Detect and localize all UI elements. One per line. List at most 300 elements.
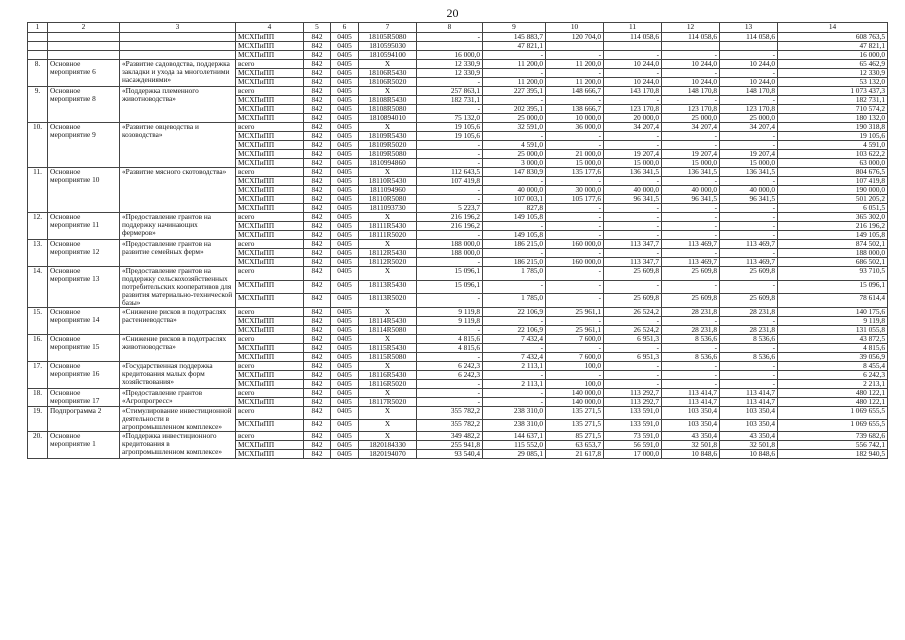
grbs-code-cell: 842 <box>304 60 331 69</box>
year-2024-cell: 43 350,4 <box>720 432 778 441</box>
section-code-cell: 0405 <box>331 231 359 240</box>
measure-name-cell: Основное мероприятие 14 <box>48 308 120 335</box>
header-cell: 12 <box>662 23 720 33</box>
executor-cell: МСХПиПП <box>236 371 304 380</box>
year-2023-cell: 148 170,8 <box>662 87 720 96</box>
year-2023-cell <box>662 42 720 51</box>
year-2019-cell: - <box>417 294 483 308</box>
section-code-cell: 0405 <box>331 123 359 132</box>
year-2020-cell: 25 000,0 <box>483 114 546 123</box>
year-2019-cell: 4 815,6 <box>417 335 483 344</box>
total-cell: 1 073 437,3 <box>778 87 888 96</box>
target-article-cell: 18116R5430 <box>359 371 417 380</box>
grbs-code-cell: 842 <box>304 231 331 240</box>
year-2020-cell: 186 215,0 <box>483 258 546 267</box>
year-2021-cell: 160 000,0 <box>546 258 604 267</box>
year-2023-cell: - <box>662 362 720 371</box>
year-2022-cell: - <box>604 362 662 371</box>
grbs-code-cell: 842 <box>304 87 331 96</box>
target-article-cell: 18108R5080 <box>359 105 417 114</box>
table-row <box>28 123 888 132</box>
year-2020-cell: - <box>483 69 546 78</box>
total-cell: 6 051,5 <box>778 204 888 213</box>
target-article-cell: 18114R5430 <box>359 317 417 326</box>
year-2021-cell: 138 666,7 <box>546 105 604 114</box>
year-2024-cell: - <box>720 132 778 141</box>
year-2019-cell: - <box>417 159 483 168</box>
target-article-cell: 18110R5430 <box>359 177 417 186</box>
year-2019-cell: 15 096,1 <box>417 280 483 294</box>
year-2023-cell: 25 609,8 <box>662 294 720 308</box>
year-2021-cell: 120 704,0 <box>546 33 604 42</box>
total-cell: 739 682,6 <box>778 432 888 441</box>
total-cell: 365 302,0 <box>778 213 888 222</box>
year-2019-cell: 9 119,8 <box>417 308 483 317</box>
target-article-cell: 18111R5020 <box>359 231 417 240</box>
year-2022-cell: - <box>604 222 662 231</box>
target-article-cell: 1810594100 <box>359 51 417 60</box>
year-2023-cell: 113 414,7 <box>662 398 720 407</box>
year-2022-cell: 133 591,0 <box>604 419 662 432</box>
section-code-cell: 0405 <box>331 326 359 335</box>
executor-cell: МСХПиПП <box>236 294 304 308</box>
executor-cell: всего <box>236 389 304 398</box>
year-2020-cell: 115 552,0 <box>483 441 546 450</box>
grbs-code-cell: 842 <box>304 78 331 87</box>
year-2022-cell: 6 951,3 <box>604 353 662 362</box>
year-2019-cell: 5 223,7 <box>417 204 483 213</box>
target-article-cell: 18106R5020 <box>359 78 417 87</box>
executor-cell: МСХПиПП <box>236 186 304 195</box>
table-row <box>28 407 888 420</box>
year-2019-cell: - <box>417 186 483 195</box>
section-code-cell: 0405 <box>331 96 359 105</box>
grbs-code-cell: 842 <box>304 432 331 441</box>
year-2020-cell: 47 821,1 <box>483 42 546 51</box>
year-2022-cell: 113 347,7 <box>604 258 662 267</box>
year-2021-cell: - <box>546 177 604 186</box>
year-2020-cell: 4 591,0 <box>483 141 546 150</box>
year-2020-cell: 149 105,8 <box>483 213 546 222</box>
target-article-cell: 1811094960 <box>359 186 417 195</box>
measure-description-cell <box>120 42 236 51</box>
grbs-code-cell: 842 <box>304 362 331 371</box>
total-cell: 8 455,4 <box>778 362 888 371</box>
year-2023-cell: 32 501,8 <box>662 441 720 450</box>
executor-cell: МСХПиПП <box>236 204 304 213</box>
measure-name-cell: Основное мероприятие 10 <box>48 168 120 213</box>
year-2024-cell: - <box>720 380 778 389</box>
total-cell: 190 318,8 <box>778 123 888 132</box>
target-article-cell: 18115R5430 <box>359 344 417 353</box>
executor-cell: всего <box>236 87 304 96</box>
target-article-cell: 18111R5430 <box>359 222 417 231</box>
year-2022-cell: 114 058,6 <box>604 33 662 42</box>
executor-cell: МСХПиПП <box>236 380 304 389</box>
year-2019-cell: - <box>417 389 483 398</box>
year-2019-cell <box>417 42 483 51</box>
year-2019-cell: - <box>417 258 483 267</box>
table-row <box>28 267 888 281</box>
executor-cell: всего <box>236 213 304 222</box>
year-2019-cell: 19 105,6 <box>417 123 483 132</box>
year-2019-cell: 355 782,2 <box>417 407 483 420</box>
grbs-code-cell: 842 <box>304 177 331 186</box>
row-number-cell: 9. <box>28 87 48 123</box>
year-2020-cell: 11 200,0 <box>483 78 546 87</box>
year-2021-cell: - <box>546 371 604 380</box>
row-number-cell: 11. <box>28 168 48 213</box>
year-2023-cell: 25 609,8 <box>662 267 720 281</box>
year-2019-cell: 188 000,0 <box>417 249 483 258</box>
section-code-cell: 0405 <box>331 150 359 159</box>
year-2019-cell: 255 941,8 <box>417 441 483 450</box>
year-2020-cell: 7 432,4 <box>483 335 546 344</box>
year-2020-cell: - <box>483 280 546 294</box>
total-cell: 9 119,8 <box>778 317 888 326</box>
target-article-cell: Х <box>359 335 417 344</box>
executor-cell: всего <box>236 335 304 344</box>
year-2019-cell: 4 815,6 <box>417 344 483 353</box>
executor-cell: всего <box>236 168 304 177</box>
grbs-code-cell: 842 <box>304 123 331 132</box>
row-number-cell <box>28 33 48 42</box>
measure-description-cell: «Поддержка племенного животноводства» <box>120 87 236 123</box>
total-cell: 182 940,5 <box>778 450 888 459</box>
year-2022-cell: 17 000,0 <box>604 450 662 459</box>
table-row <box>28 51 888 60</box>
section-code-cell: 0405 <box>331 33 359 42</box>
header-cell: 13 <box>720 23 778 33</box>
year-2020-cell: - <box>483 389 546 398</box>
table-row <box>28 335 888 344</box>
year-2020-cell: 3 000,0 <box>483 159 546 168</box>
target-article-cell: Х <box>359 240 417 249</box>
measure-name-cell: Основное мероприятие 9 <box>48 123 120 168</box>
year-2021-cell: 148 666,7 <box>546 87 604 96</box>
total-cell: 103 622,2 <box>778 150 888 159</box>
year-2024-cell: - <box>720 231 778 240</box>
target-article-cell: Х <box>359 123 417 132</box>
year-2019-cell: 16 000,0 <box>417 51 483 60</box>
year-2021-cell: 7 600,0 <box>546 353 604 362</box>
year-2019-cell: - <box>417 33 483 42</box>
total-cell: 65 462,9 <box>778 60 888 69</box>
measure-name-cell: Основное мероприятие 16 <box>48 362 120 389</box>
section-code-cell: 0405 <box>331 195 359 204</box>
grbs-code-cell: 842 <box>304 141 331 150</box>
target-article-cell: Х <box>359 168 417 177</box>
section-code-cell: 0405 <box>331 141 359 150</box>
target-article-cell: Х <box>359 419 417 432</box>
total-cell: 501 205,2 <box>778 195 888 204</box>
target-article-cell: 18116R5020 <box>359 380 417 389</box>
year-2020-cell: 25 000,0 <box>483 150 546 159</box>
measure-name-cell: Основное мероприятие 12 <box>48 240 120 267</box>
section-code-cell: 0405 <box>331 371 359 380</box>
year-2020-cell: - <box>483 51 546 60</box>
year-2022-cell <box>604 42 662 51</box>
year-2019-cell: 75 132,0 <box>417 114 483 123</box>
year-2021-cell: 25 961,1 <box>546 308 604 317</box>
row-number-cell: 16. <box>28 335 48 362</box>
target-article-cell: 18114R5080 <box>359 326 417 335</box>
year-2022-cell: - <box>604 141 662 150</box>
grbs-code-cell: 842 <box>304 195 331 204</box>
section-code-cell: 0405 <box>331 240 359 249</box>
year-2021-cell: - <box>546 249 604 258</box>
section-code-cell: 0405 <box>331 249 359 258</box>
row-number-cell: 12. <box>28 213 48 240</box>
year-2023-cell: 10 244,0 <box>662 78 720 87</box>
year-2023-cell: 114 058,6 <box>662 33 720 42</box>
section-code-cell: 0405 <box>331 294 359 308</box>
section-code-cell: 0405 <box>331 432 359 441</box>
grbs-code-cell: 842 <box>304 114 331 123</box>
measure-description-cell: «Снижение рисков в подотраслях растениеводства» <box>120 308 236 335</box>
measure-name-cell: Основное мероприятие 17 <box>48 389 120 407</box>
year-2020-cell: 227 395,1 <box>483 87 546 96</box>
executor-cell: всего <box>236 432 304 441</box>
year-2024-cell: 25 000,0 <box>720 114 778 123</box>
year-2020-cell: - <box>483 249 546 258</box>
year-2020-cell: 147 830,9 <box>483 168 546 177</box>
year-2023-cell: - <box>662 51 720 60</box>
year-2020-cell: 186 215,0 <box>483 240 546 249</box>
section-code-cell: 0405 <box>331 353 359 362</box>
target-article-cell: 18109R5080 <box>359 150 417 159</box>
year-2024-cell: 28 231,8 <box>720 308 778 317</box>
year-2020-cell: - <box>483 371 546 380</box>
year-2024-cell: 113 469,7 <box>720 258 778 267</box>
measure-name-cell: Основное мероприятие 8 <box>48 87 120 123</box>
year-2023-cell: 10 244,0 <box>662 60 720 69</box>
year-2024-cell: 25 609,8 <box>720 267 778 281</box>
year-2019-cell: - <box>417 141 483 150</box>
year-2024-cell: 8 536,6 <box>720 335 778 344</box>
table-row <box>28 60 888 69</box>
measure-name-cell: Основное мероприятие 6 <box>48 60 120 87</box>
year-2024-cell: - <box>720 96 778 105</box>
year-2019-cell: - <box>417 105 483 114</box>
total-cell: 15 096,1 <box>778 280 888 294</box>
year-2021-cell: 10 000,0 <box>546 114 604 123</box>
year-2021-cell <box>546 42 604 51</box>
year-2020-cell: - <box>483 317 546 326</box>
total-cell: 804 676,5 <box>778 168 888 177</box>
row-number-cell: 18. <box>28 389 48 407</box>
year-2020-cell: 145 883,7 <box>483 33 546 42</box>
total-cell: 78 614,4 <box>778 294 888 308</box>
header-cell: 6 <box>331 23 359 33</box>
executor-cell: МСХПиПП <box>236 231 304 240</box>
executor-cell: всего <box>236 362 304 371</box>
year-2023-cell: 19 207,4 <box>662 150 720 159</box>
total-cell: 710 574,2 <box>778 105 888 114</box>
section-code-cell: 0405 <box>331 419 359 432</box>
year-2020-cell: - <box>483 132 546 141</box>
executor-cell: МСХПиПП <box>236 141 304 150</box>
executor-cell: всего <box>236 60 304 69</box>
total-cell: 53 132,0 <box>778 78 888 87</box>
section-code-cell: 0405 <box>331 362 359 371</box>
year-2023-cell: - <box>662 231 720 240</box>
year-2024-cell: - <box>720 371 778 380</box>
executor-cell: МСХПиПП <box>236 326 304 335</box>
year-2021-cell: 36 000,0 <box>546 123 604 132</box>
table-row <box>28 168 888 177</box>
year-2022-cell: 56 591,0 <box>604 441 662 450</box>
year-2022-cell: 34 207,4 <box>604 123 662 132</box>
measure-description-cell: «Предоставление грантов на развитие семейных ферм» <box>120 240 236 267</box>
target-article-cell: 18110R5080 <box>359 195 417 204</box>
section-code-cell: 0405 <box>331 441 359 450</box>
year-2023-cell: - <box>662 132 720 141</box>
year-2019-cell: - <box>417 326 483 335</box>
year-2023-cell: - <box>662 371 720 380</box>
measure-name-cell <box>48 42 120 51</box>
table-body <box>28 33 888 459</box>
year-2022-cell: 113 292,7 <box>604 389 662 398</box>
grbs-code-cell: 842 <box>304 69 331 78</box>
year-2022-cell: 10 244,0 <box>604 78 662 87</box>
year-2019-cell: 188 000,0 <box>417 240 483 249</box>
measure-description-cell: «Поддержка инвестиционного кредитования в агропромышленном комплексе» <box>120 432 236 459</box>
year-2024-cell: 25 609,8 <box>720 294 778 308</box>
year-2023-cell: - <box>662 141 720 150</box>
year-2022-cell: - <box>604 132 662 141</box>
year-2021-cell: - <box>546 141 604 150</box>
year-2019-cell: 6 242,3 <box>417 371 483 380</box>
total-cell: 4 815,6 <box>778 344 888 353</box>
section-code-cell: 0405 <box>331 69 359 78</box>
header-cell: 11 <box>604 23 662 33</box>
measure-name-cell: Основное мероприятие 15 <box>48 335 120 362</box>
year-2024-cell: 10 848,6 <box>720 450 778 459</box>
year-2020-cell: 32 591,0 <box>483 123 546 132</box>
target-article-cell: Х <box>359 267 417 281</box>
row-number-cell: 14. <box>28 267 48 308</box>
year-2019-cell: 216 196,2 <box>417 222 483 231</box>
executor-cell: МСХПиПП <box>236 441 304 450</box>
year-2023-cell: - <box>662 222 720 231</box>
year-2024-cell: - <box>720 51 778 60</box>
executor-cell: МСХПиПП <box>236 344 304 353</box>
year-2023-cell: 123 170,8 <box>662 105 720 114</box>
target-article-cell: 1811093730 <box>359 204 417 213</box>
table-row <box>28 213 888 222</box>
year-2022-cell: 6 951,3 <box>604 335 662 344</box>
year-2022-cell: - <box>604 380 662 389</box>
grbs-code-cell: 842 <box>304 186 331 195</box>
section-code-cell: 0405 <box>331 450 359 459</box>
grbs-code-cell: 842 <box>304 441 331 450</box>
year-2020-cell: - <box>483 398 546 407</box>
measure-description-cell: «Развитие мясного скотоводства» <box>120 168 236 213</box>
total-cell: 874 502,1 <box>778 240 888 249</box>
year-2023-cell: 136 341,5 <box>662 168 720 177</box>
grbs-code-cell: 842 <box>304 168 331 177</box>
section-code-cell: 0405 <box>331 258 359 267</box>
year-2019-cell: 6 242,3 <box>417 362 483 371</box>
year-2020-cell: - <box>483 222 546 231</box>
header-cell: 3 <box>120 23 236 33</box>
year-2022-cell: - <box>604 213 662 222</box>
section-code-cell: 0405 <box>331 186 359 195</box>
year-2021-cell: - <box>546 204 604 213</box>
year-2020-cell: 238 310,0 <box>483 407 546 420</box>
header-cell: 1 <box>28 23 48 33</box>
year-2024-cell: - <box>720 249 778 258</box>
total-cell: 6 242,3 <box>778 371 888 380</box>
year-2019-cell: 182 731,1 <box>417 96 483 105</box>
year-2021-cell: 160 000,0 <box>546 240 604 249</box>
year-2021-cell: 135 177,6 <box>546 168 604 177</box>
total-cell: 608 763,5 <box>778 33 888 42</box>
total-cell: 1 069 655,5 <box>778 419 888 432</box>
target-article-cell: Х <box>359 362 417 371</box>
target-article-cell: 18117R5020 <box>359 398 417 407</box>
grbs-code-cell: 842 <box>304 353 331 362</box>
table-row <box>28 33 888 42</box>
total-cell: 480 122,1 <box>778 398 888 407</box>
year-2024-cell: 28 231,8 <box>720 326 778 335</box>
year-2023-cell: - <box>662 204 720 213</box>
year-2020-cell: - <box>483 177 546 186</box>
year-2024-cell: 15 000,0 <box>720 159 778 168</box>
year-2021-cell: - <box>546 51 604 60</box>
year-2023-cell: - <box>662 380 720 389</box>
year-2022-cell: 10 244,0 <box>604 60 662 69</box>
grbs-code-cell: 842 <box>304 371 331 380</box>
target-article-cell: 18109R5430 <box>359 132 417 141</box>
year-2024-cell: 40 000,0 <box>720 186 778 195</box>
year-2022-cell: - <box>604 317 662 326</box>
executor-cell: МСХПиПП <box>236 222 304 231</box>
target-article-cell: 1810595030 <box>359 42 417 51</box>
year-2020-cell: 7 432,4 <box>483 353 546 362</box>
year-2020-cell: 202 395,1 <box>483 105 546 114</box>
year-2021-cell: 11 200,0 <box>546 78 604 87</box>
year-2024-cell <box>720 42 778 51</box>
row-number-cell: 20. <box>28 432 48 459</box>
total-cell: 190 000,0 <box>778 186 888 195</box>
target-article-cell: Х <box>359 308 417 317</box>
section-code-cell: 0405 <box>331 42 359 51</box>
measure-description-cell: «Стимулирование инвестиционной деятельности в агропромышленном комплексе» <box>120 407 236 432</box>
year-2024-cell: 10 244,0 <box>720 60 778 69</box>
target-article-cell: 18106R5430 <box>359 69 417 78</box>
grbs-code-cell: 842 <box>304 380 331 389</box>
measure-name-cell <box>48 51 120 60</box>
executor-cell: МСХПиПП <box>236 280 304 294</box>
header-row <box>28 23 888 33</box>
year-2021-cell: 21 617,8 <box>546 450 604 459</box>
year-2024-cell: 96 341,5 <box>720 195 778 204</box>
grbs-code-cell: 842 <box>304 240 331 249</box>
table-row <box>28 308 888 317</box>
header-cell: 10 <box>546 23 604 33</box>
section-code-cell: 0405 <box>331 132 359 141</box>
year-2023-cell: 40 000,0 <box>662 186 720 195</box>
year-2020-cell: 149 105,8 <box>483 231 546 240</box>
year-2019-cell: 12 330,9 <box>417 69 483 78</box>
section-code-cell: 0405 <box>331 204 359 213</box>
section-code-cell: 0405 <box>331 213 359 222</box>
year-2024-cell: 148 170,8 <box>720 87 778 96</box>
grbs-code-cell: 842 <box>304 407 331 420</box>
section-code-cell: 0405 <box>331 380 359 389</box>
